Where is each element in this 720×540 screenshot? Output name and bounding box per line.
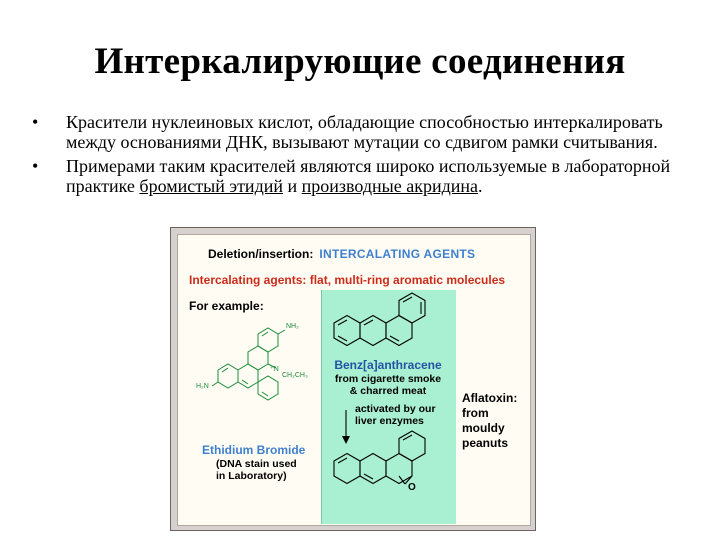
slide-title: Интеркалирующие соединения — [94, 41, 626, 82]
ethidium-bromide-link[interactable]: бромистый этидий — [139, 176, 283, 196]
bullet-list — [24, 112, 704, 200]
aflatoxin-line-3: mouldy — [462, 421, 505, 435]
ethyl-group-label: CH₂CH₃ — [282, 372, 308, 379]
bullet-text-after: . — [478, 176, 483, 196]
benzanthracene-name: Benz[a]anthracene — [334, 358, 442, 372]
bullet-text-before: Примерами таким красителей являются широко используемые в лабораторной практике — [66, 156, 671, 196]
activation-note-line-1: activated by our — [355, 403, 436, 415]
bullet-marker: • — [32, 112, 39, 132]
for-example-label: For example: — [189, 299, 264, 313]
benzanthracene-source-line-1: from cigarette smoke — [334, 373, 442, 385]
figure-header-label: Deletion/insertion: — [208, 247, 314, 261]
epoxide-oxygen-label: O — [408, 482, 416, 493]
figure-panel — [177, 234, 531, 526]
activation-note-line-2: liver enzymes — [355, 415, 424, 427]
benzanthracene-source-line-2: & charred meat — [349, 385, 427, 397]
aflatoxin-line-4: peanuts — [462, 436, 509, 450]
bullet-item-2 — [24, 156, 704, 196]
acridine-derivatives-link[interactable]: производные акридина — [301, 176, 479, 196]
figure-subheader: Intercalating agents: flat, multi-ring aromatic molecules — [189, 273, 506, 287]
bullet-text-between: и — [283, 176, 302, 196]
ethidium-note-line-2: in Laboratory) — [216, 470, 287, 482]
ethidium-bromide-note — [216, 458, 297, 482]
figure-header-value: INTERCALATING AGENTS — [319, 247, 476, 261]
bullet-marker: • — [32, 156, 39, 176]
bullet-text: Красители нуклеиновых кислот, обладающие способностью интеркалировать между основаниями ДНК, вызывают мутации со сдвигом рамки считывания. — [66, 112, 663, 152]
ethidium-bromide-name: Ethidium Bromide — [202, 443, 306, 457]
nitrogen-label: ⁺N — [270, 366, 279, 373]
bullet-item-1 — [24, 112, 704, 152]
aflatoxin-line-2: from — [462, 406, 489, 420]
intercalating-agents-figure — [170, 227, 536, 531]
amine-group-left: H₂N — [196, 383, 209, 390]
ethidium-note-line-1: (DNA stain used — [216, 458, 297, 470]
amine-group-top: NH₂ — [286, 323, 299, 330]
aflatoxin-line-1: Aflatoxin: — [462, 391, 518, 405]
